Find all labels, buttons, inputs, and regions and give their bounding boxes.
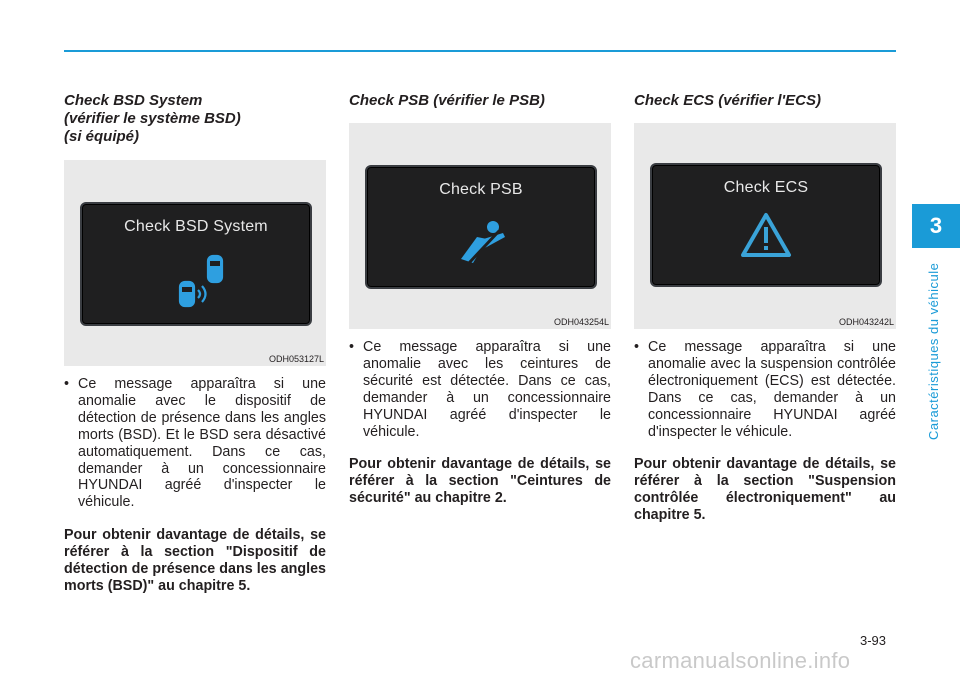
section-psb: [349, 92, 611, 507]
cluster-display: [80, 202, 312, 326]
section-heading: Check PSB (vérifier le PSB): [349, 92, 545, 109]
watermark: carmanualsonline.info: [630, 648, 851, 673]
blind-spot-icon: [168, 252, 234, 316]
display-message: Check PSB: [439, 181, 523, 198]
bullet-text: • Ce message apparaîtra si une anomalie avec le dispositif de détection de présence dans les angles morts (BSD). Et le BSD sera désactivé automatiquement. Dans ce cas, demander à un concessionnaire HYUNDAI agréé d'inspecter le véhicule.: [64, 376, 326, 511]
section-ecs: [634, 92, 896, 524]
figure-psb: [349, 123, 611, 329]
cluster-display: [650, 163, 882, 287]
reference-note: Pour obtenir davantage de détails, se référer à la section "Ceintures de sécurité" au chapitre 2.: [349, 456, 611, 507]
chapter-tab: 3: [912, 204, 960, 248]
header-rule: [64, 50, 896, 52]
cluster-display: [365, 165, 597, 289]
warning-triangle-icon: [740, 211, 792, 259]
seatbelt-icon: [453, 219, 511, 269]
chapter-title: Caractéristiques du véhicule: [926, 262, 941, 440]
display-message: Check ECS: [723, 179, 809, 196]
section-heading: Check BSD System (vérifier le système BSD) (si équipé): [64, 92, 241, 145]
bullet-text: • Ce message apparaîtra si une anomalie avec la suspension contrôlée électroniquement (ECS) est détectée. Dans ce cas, demander à un concessionnaire HYUNDAI agréé d'inspecter le véhicule.: [634, 339, 896, 440]
page-number: 3-93: [860, 633, 887, 648]
reference-note: Pour obtenir davantage de détails, se référer à la section "Suspension contrôlée électroniquement" au chapitre 5.: [634, 456, 896, 524]
figure-code: ODH043242L: [838, 317, 894, 327]
section-heading: Check ECS (vérifier l'ECS): [634, 92, 821, 109]
figure-code: ODH043254L: [553, 317, 609, 327]
section-bsd: [64, 92, 326, 595]
figure-ecs: [634, 123, 896, 329]
figure-bsd: [64, 160, 326, 366]
reference-note: Pour obtenir davantage de détails, se référer à la section "Dispositif de détection de présence dans les angles morts (BSD)" au chapitre 5.: [64, 527, 326, 595]
display-message: Check BSD System: [124, 218, 268, 235]
figure-code: ODH053127L: [268, 354, 324, 364]
bullet-text: • Ce message apparaîtra si une anomalie avec les ceintures de sécurité est détectée. Dans ce cas, demander à un concessionnaire HYUNDAI agréé d'inspecter le véhicule.: [349, 339, 611, 440]
